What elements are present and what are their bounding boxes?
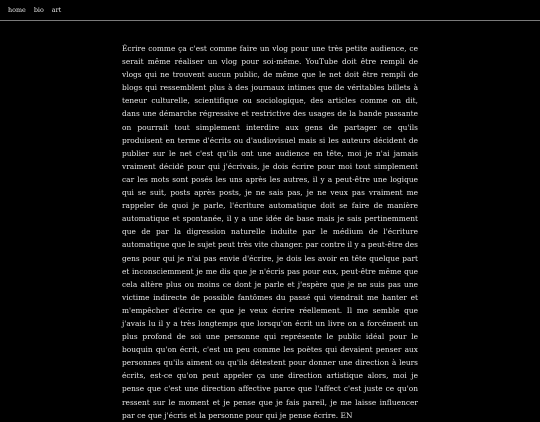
nav-link-bio[interactable]: bio (33, 6, 44, 14)
main-nav (8, 6, 61, 14)
article-body (122, 42, 418, 420)
nav-link-home[interactable]: home (8, 6, 26, 14)
article-paragraph: Écrire comme ça c'est comme faire un vlog pour une très petite audience, ce serait même réaliser un vlog pour soi-même. YouTube doit être rempli de vlogs qui ne trouvent aucun public, de même que le net doit être rempli de blogs qui ressemblent plus à des journaux intimes que de véritables billets à teneur culturelle, scientifique ou sociologique, des articles comme on dit, dans une démarche régressive et restrictive des usages de la bande passante on pourrait tout simplement interdire aux gens de partager ce qu'ils produisent en terme d'écrits ou d'audiovisuel mais si les auteurs décident de publier sur le net c'est qu'ils ont une audience en tête, moi je n'ai jamais vraiment décidé pour qui j'écrivais, je dois écrire pour moi tout simplement car les mots sont posés les uns après les autres, il y a peut-être une logique qui se suit, posts après posts, je ne sais pas, je ne veux pas vraiment me rappeler de quoi je parle, l'écriture automatique doit se faire de manière automatique et spontanée, il y a une idée de base mais je sais pertinemment que de par la digression naturelle induite par le médium de l'écriture automatique que le sujet peut très vite changer. par contre il y a peut-être des gens pour qui je n'ai pas envie d'écrire, je dois les avoir en tête quelque part et inconsciemment je me dis que je n'écris pas pour eux, peut-être même que cela altère plus ou moins ce dont je parle et j'espère que je ne suis pas une victime indirecte de possible fantômes du passé qui viendrait me hanter et m'empêcher d'écrire ce que je veux écrire réellement. Il me semble que j'avais lu il y a très longtemps que lorsqu'on écrit un livre on a forcément un plus profond de soi une personne qui représente le public idéal pour le bouquin qu'on écrit, c'est un peu comme les poètes qui devaient penser aux personnes qu'ils aiment ou qu'ils détestent pour donner une direction à leurs écrits, est-ce qu'on peut appeler ça une direction artistique alors, moi je pense que c'est une direction affective parce que l'affect c'est juste ce qu'on ressent sur le moment et je pense que je fais pareil, je me laisse influencer par ce que j'écris et la personne pour qui je pense écrire. EN (122, 44, 418, 420)
header-divider (0, 20, 540, 21)
nav-link-art[interactable]: art (51, 6, 62, 14)
top-navigation-bar (0, 0, 540, 22)
